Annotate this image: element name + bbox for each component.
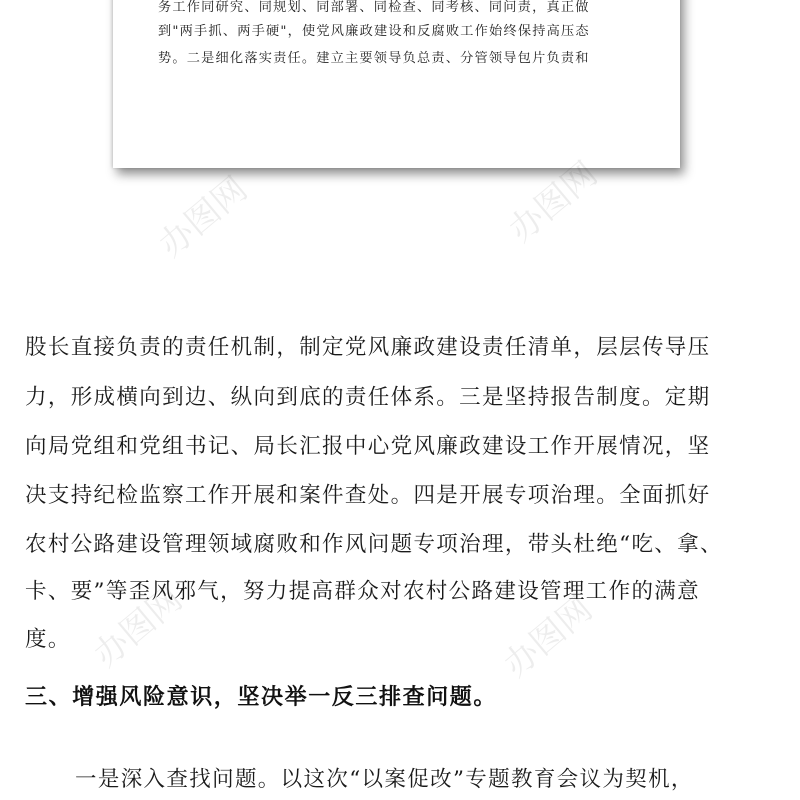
paragraph-start-line: 一是深入查找问题。以这次“以案促改”专题教育会议为契机， [75, 767, 694, 792]
body-text-line: 股长直接负责的责任机制，制定党风廉政建设责任清单，层层传导压 [25, 335, 711, 360]
card-text-line: 势。二是细化落实责任。建立主要领导负总责、分管领导包片负责和 [158, 51, 590, 66]
body-text-line: 力，形成横向到边、纵向到底的责任体系。三是坚持报告制度。定期 [25, 385, 711, 410]
body-text-line: 决支持纪检监察工作开展和案件查处。四是开展专项治理。全面抓好 [25, 483, 711, 508]
watermark: 办图网 [501, 154, 606, 251]
card-text-line: 到"两手抓、两手硬"，使党风廉政建设和反腐败工作始终保持高压态 [158, 24, 590, 39]
body-text-line: 度。 [25, 627, 71, 652]
body-text-line: 向局党组和党组书记、局长汇报中心党风廉政建设工作开展情况，坚 [25, 434, 711, 459]
watermark: 办图网 [151, 169, 256, 266]
document-page-preview [113, 0, 680, 168]
watermark: 办图网 [86, 579, 191, 676]
body-text-line: 农村公路建设管理领域腐败和作风问题专项治理，带头杜绝“吃、拿、 [25, 532, 723, 557]
section-heading: 三、增强风险意识，坚决举一反三排查问题。 [25, 684, 498, 710]
watermark: 办图网 [496, 589, 601, 686]
body-text-line: 卡、要”等歪风邪气，努力提高群众对农村公路建设管理工作的满意 [25, 579, 700, 604]
card-text-line: 务工作同研究、同规划、同部署、同检查、同考核、同问责，真正做 [158, 0, 590, 15]
